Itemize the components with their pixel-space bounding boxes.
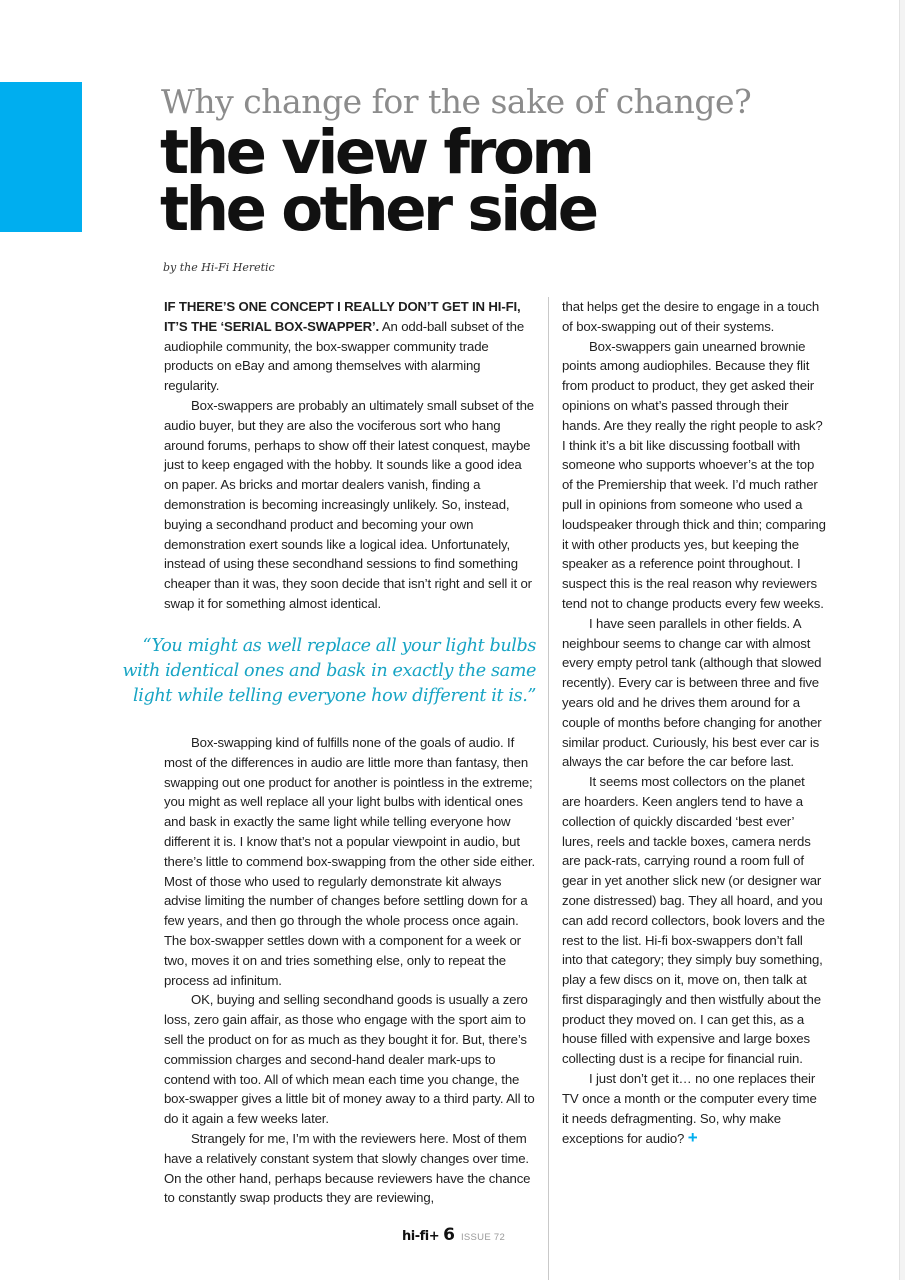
magazine-logo: hi-fi+ [402,1229,440,1244]
body-paragraph: Box-swappers are probably an ultimately small subset of the audio buyer, but they are also the vociferous sort who hang around forums, perhaps to show off their latest conquest, maybe just to keep engaged with the hobby. It sounds like a good idea on paper. As bricks and mortar dealers vanish, finding a demonstration is becoming increasingly unlikely. So, instead, buying a secondhand product and becoming your own demonstration exert sounds like a logical idea. Unfortunately, instead of using these secondhand sessions to find something cheaper than it was, they soon decide that isn’t right and sell it or swap it for something almost identical. [164,397,534,611]
lead-text: An odd-ball subset of the audiophile community, the box-swapper community trade products on eBay and among themselves with alarming regularity. [164,318,525,394]
end-plus-icon: + [687,1128,698,1148]
lead-paragraph [164,297,538,396]
pull-quote-line-2: with identical ones and bask in exactly the same [122,661,536,681]
body-paragraph: Box-swappers gain unearned brownie points among audiophiles. Because they flit from product to product, they get asked their opinions on what’s passed through their hands. Are they really the right people to ask? I think it’s a bit like discussing football with someone who supports whoever’s at the top of the Premiership that week. I’d much rather pull in opinions from someone who used a loudspeaker through thick and thin; comparing it with other products yes, but keeping the speaker as a reference point throughout. I suspect this is the real reason why reviewers tend not to change products every few weeks. [562,338,826,611]
byline: by the Hi-Fi Heretic [163,261,275,274]
article-headline [160,117,596,245]
page-footer [402,1225,505,1245]
column-right [562,297,826,1149]
body-paragraph: Strangely for me, I’m with the reviewers here. Most of them have a relatively constant system that slowly changes over time. On the other hand, perhaps because reviewers have the chance to constantly swap products they are reviewing, [164,1130,531,1206]
body-paragraph: Box-swapping kind of fulfills none of the goals of audio. If most of the differences in audio are little more than fantasy, then swapping out one product for another is pointless in the extreme; you might as well replace all your light bulbs with identical ones and bask in exactly the same light while telling everyone how different it is. I know that’s not a popular viewpoint in audio, but there’s little to commend box-swapping from the other side either. Most of those who used to regularly demonstrate kit always advise limiting the number of changes before settling down for a few years, and then go through the whole process once again. The box-swapper settles down with a component for a week or two, moves it on and tries something else, only to repeat the process ad infinitum. [164,735,536,988]
column-left-bottom [164,733,538,1208]
headline-line-2: the other side [160,174,596,245]
closing-paragraph [562,1069,826,1149]
headline-line-1: the view from [160,117,592,188]
body-paragraph: that helps get the desire to engage in a touch of box-swapping out of their systems. [562,299,820,334]
accent-color-block [0,82,82,232]
body-paragraph: It seems most collectors on the planet are hoarders. Keen anglers tend to have a collection of quickly discarded ‘best ever’ lures, reels and tackle boxes, camera nerds are pack-rats, carrying round a room full of gear in yet another slick new (or designer war zone distressed) bag. They all hoard, and you can add record collectors, book lovers and the rest to the list. Hi-fi box-swappers don’t fall into that category; they simply buy something, play a few discs on it, move on, then talk at first disparagingly and then wistfully about the product they moved on. I can get this, as a house filled with expensive and large boxes collecting dust is a recipe for financial ruin. [562,774,825,1067]
issue-label: ISSUE 72 [460,1232,506,1243]
lead-bold-text: IF THERE’S ONE CONCEPT I REALLY DON’T GET IN HI-FI, IT’S THE ‘SERIAL BOX-SWAPPER’. [164,299,521,334]
pull-quote [100,634,536,709]
closing-text: I just don’t get it… no one replaces their TV once a month or the computer every time it needs defragmenting. So, why make exceptions for audio? [562,1071,817,1147]
page-edge [899,0,905,1280]
column-left-top [164,297,538,614]
article-kicker: Why change for the sake of change? [161,82,752,121]
body-paragraph: OK, buying and selling secondhand goods is usually a zero loss, zero gain affair, as those who engage with the sport aim to sell the product on for as much as they bought it for. But, there’s commission charges and second-hand dealer mark-ups to contend with too. All of which mean each time you change, the box-swapper gives a little bit of money away to a third party. All to do it again a few weeks later. [164,992,535,1127]
pull-quote-line-1: “You might as well replace all your light bulbs [142,636,536,656]
body-paragraph: I have seen parallels in other fields. A neighbour seems to change car with almost every empty petrol tank (although that slowed recently). Every car is between three and five years old and he drives them around for a couple of months before changing for another similar product. Curiously, his best ever car is always the car before the car before last. [562,615,822,770]
pull-quote-line-3: light while telling everyone how different it is.” [133,686,536,706]
column-divider [548,297,549,1280]
page-number: 6 [443,1225,455,1245]
